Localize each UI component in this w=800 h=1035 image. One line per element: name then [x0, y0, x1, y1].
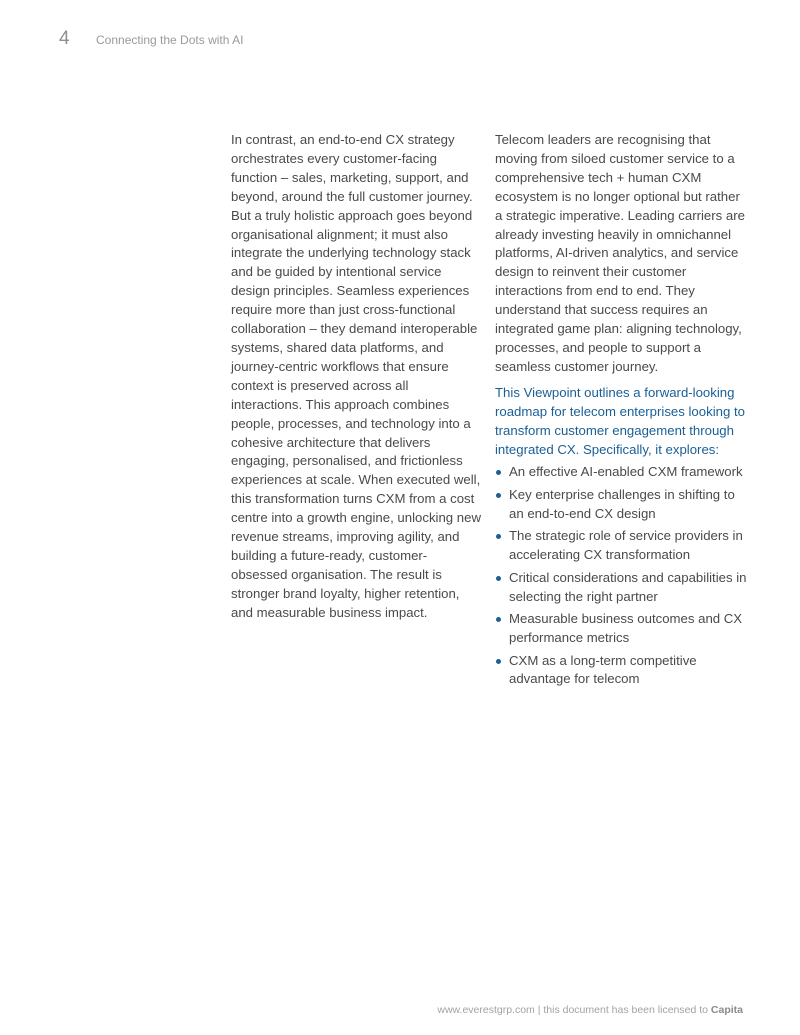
list-item — [495, 569, 750, 607]
running-title: Connecting the Dots with AI — [96, 33, 244, 47]
list-item — [495, 486, 750, 524]
footer — [437, 1004, 743, 1016]
bullet-icon — [496, 659, 501, 664]
left-column-paragraph: In contrast, an end-to-end CX strategy orchestrates every customer-facing function – sales, marketing, support, and beyond, around the full customer journey. But a truly holistic approach goes beyond organisational alignment; it must also integrate the underlying technology stack and be guided by intentional service design principles. Seamless experiences require more than just cross-functional collaboration – they demand interoperable systems, shared data platforms, and journey-centric workflows that ensure context is preserved across all interactions. This approach combines people, processes, and technology into a cohesive architecture that delivers engaging, personalised, and frictionless experiences at scale. When executed well, this transformation turns CXM from a cost centre into a growth engine, unlocking new revenue streams, improving agility, and building a future-ready, customer-obsessed organisation. The result is stronger brand loyalty, higher retention, and measurable business impact. — [231, 132, 481, 620]
bullet-icon — [496, 534, 501, 539]
highlight-paragraph: This Viewpoint outlines a forward-looking roadmap for telecom enterprises looking to transform customer engagement through integrated CX. Specifically, it explores: — [495, 384, 745, 457]
bullet-icon — [496, 470, 501, 475]
bullet-icon — [496, 576, 501, 581]
bullet-icon — [496, 493, 501, 498]
list-item — [495, 527, 750, 565]
footer-brand: Capita — [710, 1004, 743, 1016]
page-number: 4 — [59, 28, 70, 49]
list-item — [495, 610, 750, 648]
list-item-text: Critical considerations and capabilities in selecting the right partner — [509, 569, 747, 604]
footer-text: www.everestgrp.com | this document has been licensed to — [437, 1004, 711, 1016]
list-item-text: The strategic role of service providers in accelerating CX transformation — [509, 528, 743, 563]
list-item-text: Key enterprise challenges in shifting to an end-to-end CX design — [509, 486, 735, 521]
bullet-icon — [496, 617, 501, 622]
list-item-text: CXM as a long-term competitive advantage for telecom — [509, 652, 697, 687]
explores-list — [495, 463, 750, 689]
list-item-text: Measurable business outcomes and CX performance metrics — [509, 611, 743, 646]
intro-paragraph: Telecom leaders are recognising that moving from siloed customer service to a comprehensive tech + human CXM ecosystem is no longer optional but rather a strategic imperative. Leading carriers are already investing heavily in omnichannel platforms, AI-driven analytics, and service design to reinvent their customer interactions from end to end. They understand that success requires an integrated game plan: aligning technology, processes, and people to support a seamless customer journey. — [495, 132, 745, 374]
list-item — [495, 652, 750, 690]
list-item-text: An effective AI-enabled CXM framework — [509, 464, 743, 480]
right-column — [495, 131, 750, 693]
list-item — [495, 463, 750, 482]
